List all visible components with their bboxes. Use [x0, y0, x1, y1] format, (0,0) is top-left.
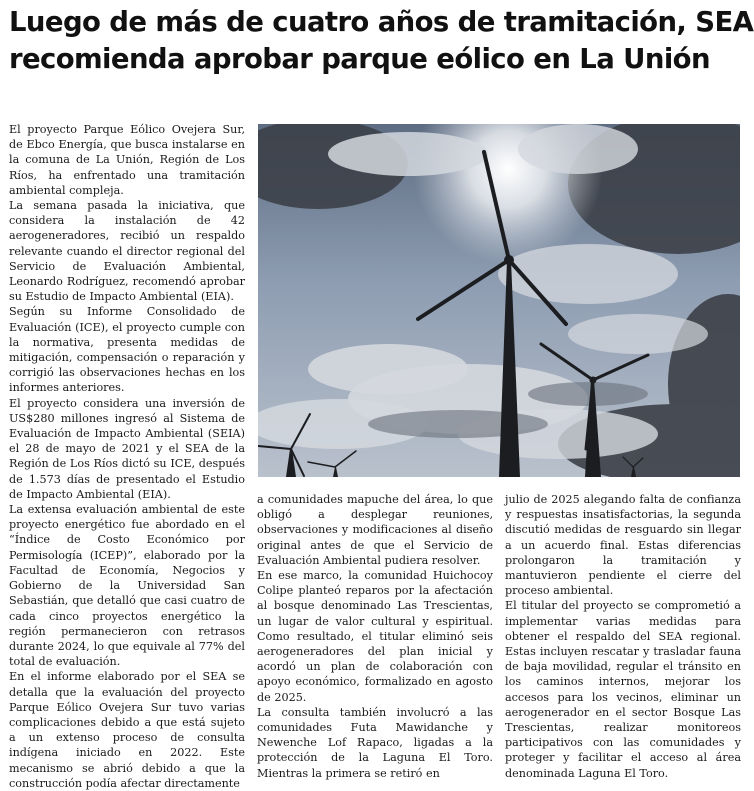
paragraph: La consulta también involucró a las comunidades Futa Mawidanche y Newenche Lof Rapaco, ligadas a la protección de la Laguna El Toro. Mientras la primera se retiró en: [257, 705, 493, 780]
paragraph: El proyecto considera una inversión de US$280 millones ingresó al Sistema de Evaluación de Impacto Ambiental (SEIA) el 28 de mayo de 2021 y el SEA de la Región de Los Ríos dictó su ICE, después de 1.573 días de presentado el Estudio de Impacto Ambiental (EIA).: [9, 396, 245, 501]
paragraph: En el informe elaborado por el SEA se detalla que la evaluación del proyecto Parque Eólico Ovejera Sur tuvo varias complicaciones debido a que está sujeto a un extenso proceso de consulta indígena iniciado en 2022. Este mecanismo se abrió debido a que la construcción podía afectar directamente: [9, 670, 245, 790]
paragraph: Según su Informe Consolidado de Evaluación (ICE), el proyecto cumple con la normativa, presenta medidas de mitigación, compensación o reparación y corrigió las observaciones hechas en los informes anteriores.: [9, 305, 245, 395]
paragraph: El titular del proyecto se comprometió a implementar varias medidas para obtener el respaldo del SEA regional. Estas incluyen rescatar y trasladar fauna de baja movilidad, regular el tránsito en los caminos internos, mejorar los accesos para los vecinos, eliminar un aerogenerador en el sector Bosque Las Trescientas, realizar monitoreos participativos con las comunidades y proteger y facilitar el acceso al área denominada Laguna El Toro.: [505, 599, 741, 780]
paragraph: a comunidades mapuche del área, lo que obligó a desplegar reuniones, observaciones y modificaciones al diseño original antes de que el Servicio de Evaluación Ambiental pudiera resolver.: [257, 493, 493, 567]
body-column-1: [9, 122, 245, 791]
body-column-2: [257, 492, 493, 781]
wind-turbines-photo: [258, 124, 740, 477]
article-headline: [9, 4, 754, 78]
headline-line-1: Luego de más de cuatro años de tramitación, SEA: [9, 6, 754, 38]
paragraph: julio de 2025 alegando falta de confianza y respuestas insatisfactorias, la segunda discutió medidas de resguardo sin llegar a un acuerdo final. Estas diferencias prolongaron la tramitación y mantuvieron pendiente el cierre del proceso ambiental.: [505, 493, 741, 598]
paragraph: En ese marco, la comunidad Huichocoy Colipe planteó reparos por la afectación al bosque denominado Las Trescientas, un lugar de valor cultural y espiritual. Como resultado, el titular eliminó seis aerogeneradores del plan inicial y acordó un plan de colaboración con apoyo económico, formalizado en agosto de 2025.: [257, 569, 493, 704]
body-column-3: [505, 492, 741, 781]
paragraph: La extensa evaluación ambiental de este proyecto energético fue abordado en el “Índice de Costo Económico por Permisología (ICEP)”, elaborado por la Facultad de Economía, Negocios y Gobierno de la Universidad San Sebastián, que detalló que casi cuatro de cada cinco proyectos energético la región permanecieron con retrasos durante 2024, lo que equivale al 77% del total de evaluación.: [9, 503, 245, 669]
paragraph: El proyecto Parque Eólico Ovejera Sur, de Ebco Energía, que busca instalarse en la comuna de La Unión, Región de Los Ríos, ha enfrentado una tramitación ambiental compleja.: [9, 123, 245, 197]
paragraph: La semana pasada la iniciativa, que considera la instalación de 42 aerogeneradores, recibió un respaldo relevante cuando el director regional del Servicio de Evaluación Ambiental, Leonardo Rodríguez, recomendó aprobar su Estudio de Impacto Ambiental (EIA).: [9, 199, 245, 304]
headline-line-2: recomienda aprobar parque eólico en La Unión: [9, 43, 710, 75]
